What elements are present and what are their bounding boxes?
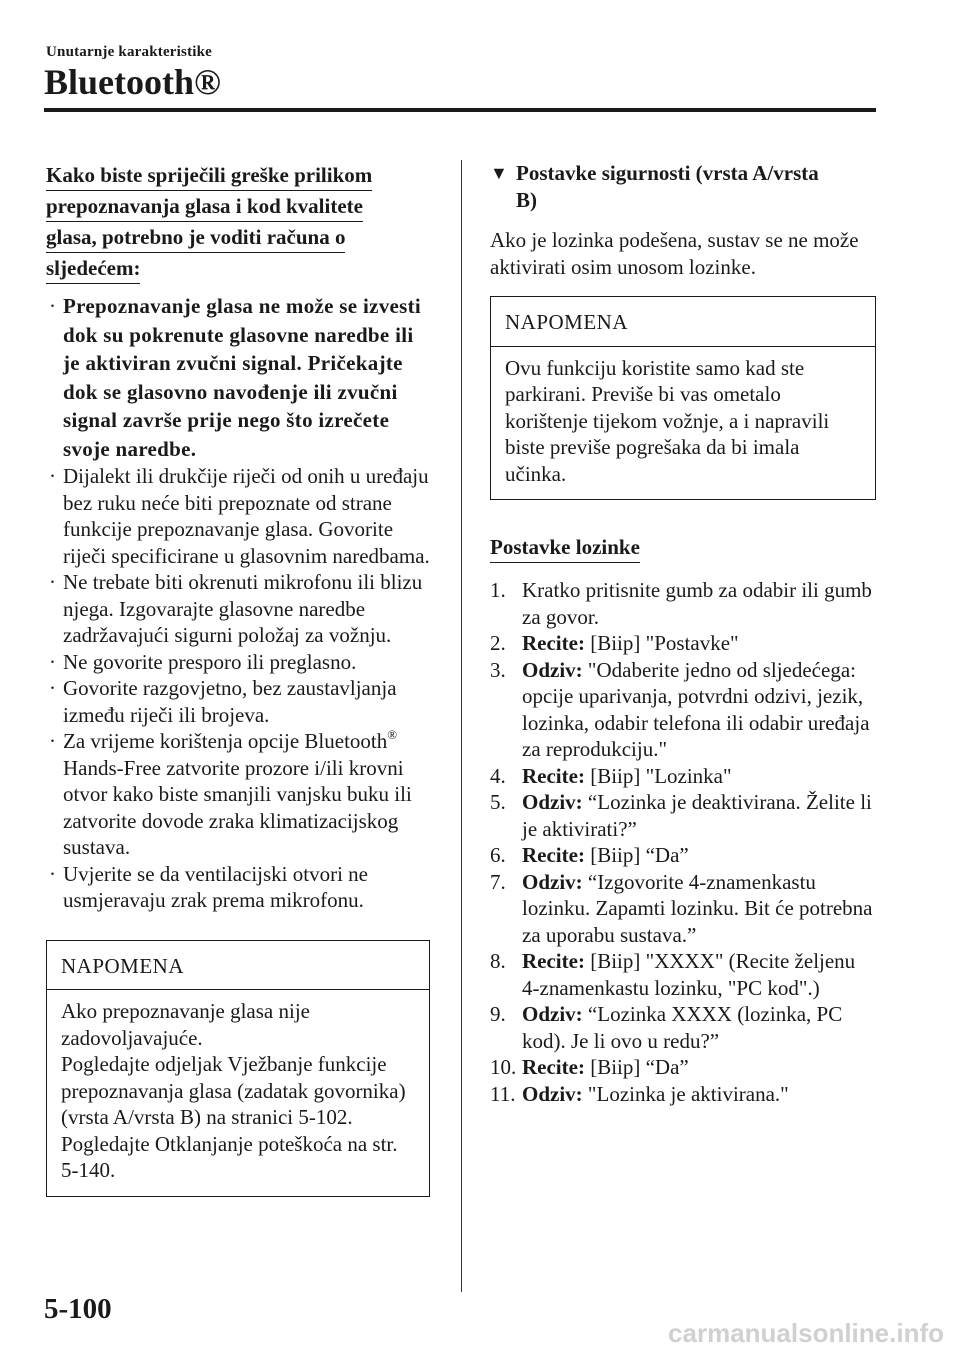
step-text: “Lozinka je deaktivirana. Želite li je aktivirati?” — [522, 790, 872, 841]
step-text: "Lozinka je aktivirana." — [582, 1081, 789, 1106]
step-number: 6. — [490, 843, 506, 867]
list-item — [490, 630, 876, 657]
bullet-marker: · — [49, 570, 56, 594]
note-text: Pogledajte Otklanjanje poteškoća na str. 5-140. — [61, 1131, 398, 1182]
step-number: 9. — [490, 1002, 506, 1026]
bullet-marker: · — [49, 676, 56, 700]
list-item — [46, 569, 430, 649]
step-text: [Biip] “Da” — [584, 843, 689, 867]
tips-heading — [46, 160, 430, 284]
left-column — [46, 160, 430, 1197]
bullet-text: Dijalekt ili drukčije riječi od onih u uređaju bez ruku neće biti prepoznate od strane funkcije prepoznavanje glasa. Govorite riječi specificirane u glasovnim naredbama. — [63, 464, 430, 568]
step-label: Odziv: — [522, 790, 583, 814]
column-divider — [461, 160, 462, 1292]
section-label: Unutarnje karakteristike — [46, 44, 213, 60]
bullet-marker: · — [49, 729, 56, 753]
intro-text: Ako je lozinka podešena, sustav se ne može aktivirati osim unosom lozinke. — [490, 228, 859, 279]
list-item — [46, 292, 430, 463]
step-number: 5. — [490, 790, 506, 814]
tips-heading-line: sljedećem: — [46, 255, 140, 284]
watermark: carmanualsonline.info — [668, 1318, 944, 1348]
list-item — [490, 1081, 876, 1108]
list-item — [490, 657, 876, 763]
step-number: 1. — [490, 578, 506, 602]
bullet-text: Hands-Free zatvorite prozore i/ili krovni otvor kako biste smanjili vanjsku buku ili zatvorite dovode zraka klimatizacijskog sustava. — [63, 755, 412, 859]
step-text: "Odaberite jedno od sljedećega: opcije uparivanja, potvrdni odzivi, jezik, lozinka, odabir telefona ili odabir uređaja za reprodukciju." — [522, 657, 870, 761]
list-item — [490, 869, 876, 949]
list-item — [490, 763, 876, 790]
note-text: Pogledajte odjeljak Vježbanje funkcije prepoznavanja glasa (zadatak govornika) (vrsta A/vrsta B) na stranici 5-102. — [61, 1052, 406, 1129]
bullet-text: Prepoznavanje glasa ne može se izvesti dok su pokrenute glasovne naredbe ili je aktiviran zvučni signal. Pričekajte dok se glasovno navođenje ili zvučni signal završe prije nego što izrečete svoje naredbe. — [63, 294, 422, 461]
bullet-marker: · — [49, 861, 56, 886]
steps-list — [490, 577, 876, 1107]
note-text: Ovu funkciju koristite samo kad ste parkirani. Previše bi vas ometalo korištenje tijekom vožnje, a i napravili biste previše pogrešaka da bi imala učinka. — [505, 355, 830, 486]
step-number: 3. — [490, 657, 506, 682]
list-item — [46, 463, 430, 569]
bullet-text: Ne govorite presporo ili preglasno. — [63, 649, 357, 674]
step-text: [Biip] "Lozinka" — [584, 763, 732, 788]
bullet-text: Za vrijeme korištenja opcije Bluetooth — [63, 729, 388, 753]
step-label: Recite: — [522, 763, 585, 788]
step-label: Odziv: — [522, 1002, 583, 1026]
step-number: 4. — [490, 763, 506, 788]
note-box — [46, 940, 430, 1197]
password-subheading-wrap — [490, 534, 876, 563]
header-rule — [44, 108, 876, 112]
list-item — [490, 577, 876, 630]
note-box — [490, 296, 876, 500]
note-body — [47, 990, 429, 1196]
password-subheading: Postavke lozinke — [490, 534, 640, 563]
step-text: Kratko pritisnite gumb za odabir ili gumb za govor. — [522, 578, 872, 629]
step-number: 7. — [490, 869, 506, 894]
right-column — [490, 160, 876, 1107]
bullet-text: Govorite razgovjetno, bez zaustavljanja između riječi ili brojeva. — [63, 676, 397, 727]
step-label: Odziv: — [522, 657, 583, 682]
step-number: 8. — [490, 949, 506, 973]
step-text: [Biip] "Postavke" — [584, 631, 739, 655]
bullet-marker: · — [49, 649, 56, 674]
section-heading-line: Postavke sigurnosti (vrsta A/vrsta — [516, 161, 819, 185]
section-heading-line: B) — [516, 187, 537, 212]
bullet-marker: · — [49, 464, 56, 488]
triangle-marker-icon: ▼ — [490, 163, 508, 183]
step-text: “Lozinka XXXX (lozinka, PC kod). Je li ovo u redu?” — [522, 1002, 843, 1053]
list-item — [490, 948, 876, 1001]
tips-heading-line: glasa, potrebno je voditi računa o — [46, 224, 345, 253]
step-text: [Biip] “Da” — [584, 1055, 689, 1079]
step-label: Odziv: — [522, 869, 583, 894]
step-label: Recite: — [522, 631, 585, 655]
list-item — [490, 1001, 876, 1054]
step-label: Odziv: — [522, 1081, 583, 1106]
list-item — [46, 649, 430, 676]
note-body — [491, 347, 875, 500]
page-number: 5-100 — [44, 1293, 112, 1325]
step-label: Recite: — [522, 949, 585, 973]
list-item — [46, 861, 430, 914]
registered-mark: ® — [387, 727, 398, 742]
list-item — [490, 1054, 876, 1081]
tips-list — [46, 292, 430, 914]
list-item — [490, 842, 876, 869]
list-item — [46, 728, 430, 861]
bullet-text: Uvjerite se da ventilacijski otvori ne usmjeravaju zrak prema mikrofonu. — [63, 861, 368, 912]
step-label: Recite: — [522, 1055, 585, 1079]
bullet-text: Ne trebate biti okrenuti mikrofonu ili blizu njega. Izgovarajte glasovne naredbe zadržavajući sigurni položaj za vožnju. — [63, 570, 423, 647]
step-text: [Biip] "XXXX" (Recite željenu 4-znamenkastu lozinku, "PC kod".) — [522, 949, 856, 1000]
list-item — [46, 675, 430, 728]
tips-heading-line: prepoznavanja glasa i kod kvalitete — [46, 193, 363, 222]
note-title: NAPOMENA — [47, 941, 429, 991]
note-title: NAPOMENA — [491, 297, 875, 347]
page-title: Bluetooth® — [44, 62, 221, 102]
tips-heading-line: Kako biste spriječili greške prilikom — [46, 162, 372, 191]
step-text: “Izgovorite 4-znamenkastu lozinku. Zapamti lozinku. Bit će potrebna za uporabu sustava.” — [522, 869, 873, 947]
section-heading — [490, 160, 876, 213]
list-item — [490, 789, 876, 842]
step-number: 10. — [490, 1055, 517, 1079]
bullet-marker: · — [49, 294, 57, 318]
step-label: Recite: — [522, 843, 585, 867]
note-text: Ako prepoznavanje glasa nije zadovoljavajuće. — [61, 999, 310, 1050]
step-number: 11. — [490, 1081, 516, 1106]
step-number: 2. — [490, 631, 506, 655]
